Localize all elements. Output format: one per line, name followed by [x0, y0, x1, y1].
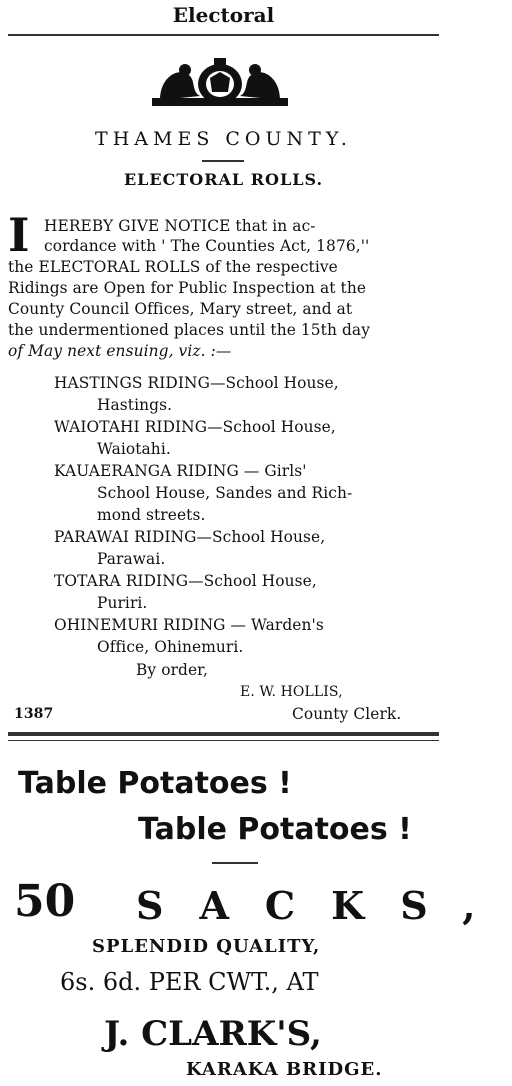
body-line: of May next ensuing, viz. :— — [8, 342, 232, 360]
section-rule — [8, 732, 439, 736]
riding-place: Hastings. — [97, 396, 173, 414]
signatory: E. W. HOLLIS, — [240, 684, 343, 700]
riding-place: School House, Sandes and Rich- — [97, 484, 353, 502]
riding-line: WAIOTAHI RIDING—School House, — [54, 418, 336, 436]
ad-price: 6s. 6d. PER CWT., AT — [60, 968, 319, 996]
riding-line: HASTINGS RIDING—School House, — [54, 374, 339, 392]
riding-place: Parawai. — [97, 550, 166, 568]
header-rule — [8, 34, 439, 36]
ad-line-1: Table Potatoes ! — [18, 766, 292, 801]
body-line: cordance with ' The Counties Act, 1876,'' — [44, 237, 370, 255]
ad-unit: SACKS, — [136, 883, 512, 928]
section-rule-thin — [8, 740, 439, 741]
title-divider — [202, 160, 244, 162]
ad-quantity: 50 — [14, 876, 76, 927]
body-line: the undermentioned places until the 15th day — [8, 321, 370, 339]
notice-heading: ELECTORAL ROLLS. — [123, 170, 324, 189]
body-line: County Council Offices, Mary street, and at — [8, 300, 353, 318]
ad-quality: SPLENDID QUALITY, — [92, 936, 321, 957]
riding-line: OHINEMURI RIDING — Warden's — [54, 616, 324, 634]
signatory-title: County Clerk. — [292, 705, 402, 723]
riding-place: Waiotahi. — [97, 440, 171, 458]
riding-place: Office, Ohinemuri. — [97, 638, 244, 656]
coat-of-arms-icon — [150, 56, 290, 116]
notice-county: THAMES COUNTY. — [95, 128, 352, 150]
riding-place: mond streets. — [97, 506, 206, 524]
ad-line-2: Table Potatoes ! — [138, 812, 412, 847]
ad-number: 1387 — [14, 706, 54, 722]
riding-line: KAUAERANGA RIDING — Girls' — [54, 462, 307, 480]
riding-place: Puriri. — [97, 594, 148, 612]
riding-line: TOTARA RIDING—School House, — [54, 572, 317, 590]
riding-line: PARAWAI RIDING—School House, — [54, 528, 326, 546]
body-line: the ELECTORAL ROLLS of the respective — [8, 258, 338, 276]
ad-divider — [212, 862, 258, 864]
ad-location: KARAKA BRIDGE. — [186, 1059, 383, 1080]
body-line: Ridings are Open for Public Inspection at the — [8, 279, 367, 297]
drop-cap: I — [8, 208, 30, 262]
body-line: HEREBY GIVE NOTICE that in ac- — [44, 217, 316, 235]
section-header: Electoral — [172, 3, 275, 27]
by-order: By order, — [136, 661, 208, 679]
ad-merchant: J. CLARK'S, — [104, 1014, 322, 1054]
